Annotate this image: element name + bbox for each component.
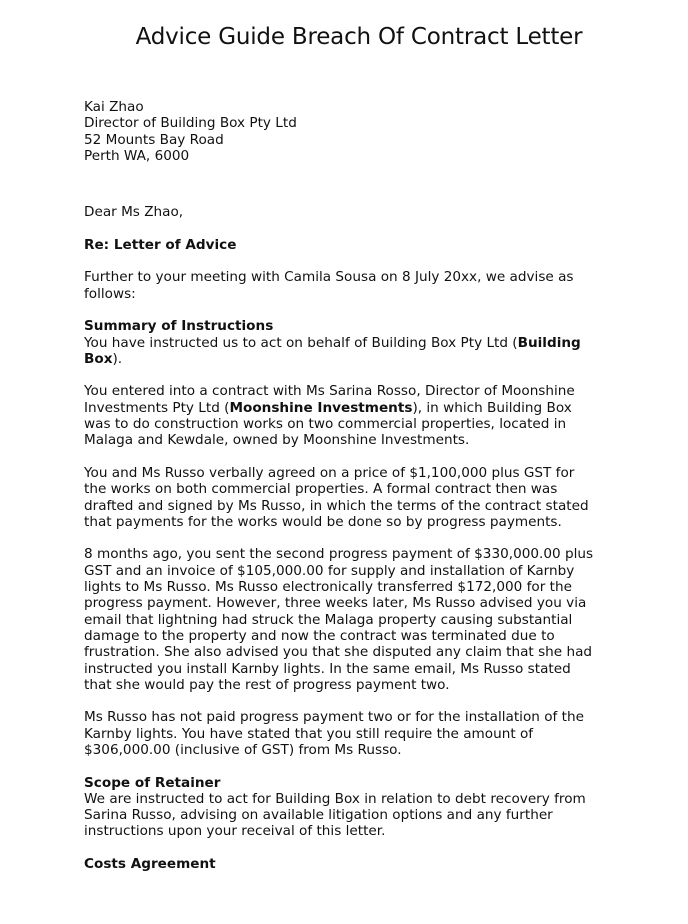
paragraph-line: drafted and signed by Ms Russo, in which the terms of the contract stated: [84, 497, 589, 514]
paragraph-line: GST and an invoice of $105,000.00 for supply and installation of Karnby: [84, 562, 575, 579]
summary-section: [84, 318, 604, 367]
bold-text: Box: [84, 350, 113, 367]
scope-section: [84, 775, 604, 840]
text-run: ).: [112, 350, 123, 367]
recipient-address: [84, 99, 604, 164]
address-line: 52 Mounts Bay Road: [84, 131, 224, 148]
paragraph-line: email that lightning had struck the Malaga property causing substantial: [84, 611, 573, 628]
paragraph-line: damage to the property and now the contract was terminated due to: [84, 627, 555, 644]
paragraph-line: Sarina Russo, advising on available litigation options and any further: [84, 807, 553, 824]
paragraph-line: follows:: [84, 285, 136, 302]
paragraph-line: that payments for the works would be done so by progress payments.: [84, 513, 562, 530]
paragraph-line: [84, 335, 604, 351]
address-line: Director of Building Box Pty Ltd: [84, 115, 297, 132]
paragraph-line: that she would pay the rest of progress payment two.: [84, 676, 450, 693]
paragraph-line: Further to your meeting with Camila Sousa on 8 July 20xx, we advise as: [84, 269, 574, 286]
payment-paragraph: [84, 546, 604, 693]
paragraph-line: the works on both commercial properties. A formal contract then was: [84, 481, 558, 498]
document-title: Advice Guide Breach Of Contract Letter: [135, 24, 583, 50]
paragraph-line: [84, 351, 604, 367]
section-heading: Costs Agreement: [84, 856, 216, 873]
paragraph-line: [84, 400, 604, 416]
section-heading: Scope of Retainer: [84, 774, 221, 791]
paragraph-line: frustration. She also advised you that she disputed any claim that she had: [84, 644, 593, 661]
text-run: You have instructed us to act on behalf of Building Box Pty Ltd (: [84, 334, 518, 351]
paragraph-line: instructions upon your receival of this letter.: [84, 823, 386, 840]
paragraph-line: was to do construction works on two commercial properties, located in: [84, 416, 567, 433]
re-line: Re: Letter of Advice: [84, 236, 237, 253]
paragraph-line: lights to Ms Russo. Ms Russo electronically transferred $172,000 for the: [84, 579, 572, 596]
letter-body: [84, 99, 604, 872]
salutation: Dear Ms Zhao,: [84, 204, 184, 221]
price-paragraph: [84, 465, 604, 530]
paragraph-line: progress payment. However, three weeks later, Ms Russo advised you via: [84, 595, 587, 612]
paragraph-line: instructed you install Karnby lights. In the same email, Ms Russo stated: [84, 660, 571, 677]
paragraph-line: Ms Russo has not paid progress payment two or for the installation of the: [84, 709, 584, 726]
paragraph-line: Karnby lights. You have stated that you still require the amount of: [84, 725, 534, 742]
paragraph-line: $306,000.00 (inclusive of GST) from Ms Russo.: [84, 741, 402, 758]
address-line: Perth WA, 6000: [84, 147, 190, 164]
text-run: ), in which Building Box: [412, 399, 572, 416]
section-heading: Summary of Instructions: [84, 318, 274, 335]
paragraph-line: Malaga and Kewdale, owned by Moonshine Investments.: [84, 432, 470, 449]
text-run: Investments Pty Ltd (: [84, 399, 230, 416]
contract-paragraph: [84, 383, 604, 448]
bold-text: Moonshine Investments: [229, 399, 413, 416]
unpaid-paragraph: [84, 709, 604, 758]
paragraph-line: We are instructed to act for Building Box in relation to debt recovery from: [84, 790, 586, 807]
costs-section: [84, 856, 604, 872]
paragraph-line: 8 months ago, you sent the second progress payment of $330,000.00 plus: [84, 546, 594, 563]
paragraph-line: You and Ms Russo verbally agreed on a price of $1,100,000 plus GST for: [84, 464, 575, 481]
bold-text: Building: [517, 334, 581, 351]
intro-paragraph: [84, 269, 604, 302]
address-line: Kai Zhao: [84, 99, 144, 115]
paragraph-line: You entered into a contract with Ms Sarina Rosso, Director of Moonshine: [84, 383, 575, 400]
